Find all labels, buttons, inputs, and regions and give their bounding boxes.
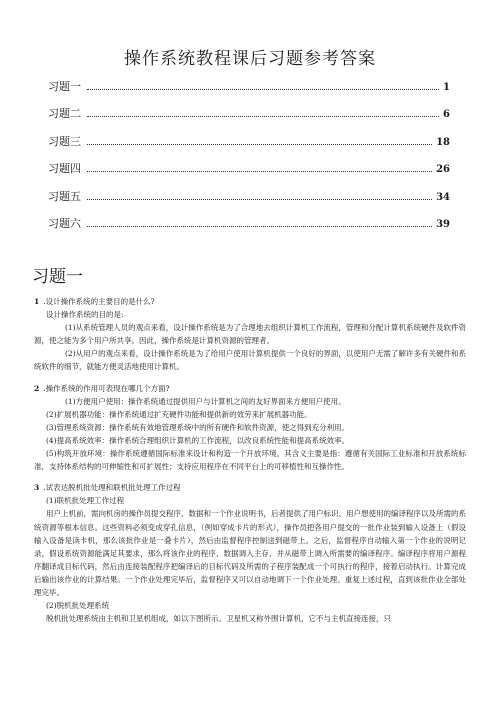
answer-paragraph: (1)从系统管理人员的观点来看，设计操作系统是为了合理地去组织计算机工作流程，管理和分配计算机系统硬件及软件资源，使之能为多个用户所共享。因此，操作系统是计算机资源的管理者。 bbox=[34, 323, 466, 346]
toc-entry[interactable] bbox=[48, 215, 450, 242]
toc-label: 习题六 bbox=[48, 216, 81, 230]
toc-entry[interactable] bbox=[48, 105, 450, 132]
answer-paragraph: (5)构筑开放环境：操作系统遵循国际标准来设计和构造一个开放环境。其含义主要是指：遵循有关国际工业标准和开放系统标准，支持体系结构的可伸缩性和可扩展性；支持应用程序在不同平台上的可移植性和互操作性。 bbox=[34, 449, 466, 472]
question-text: .操作系统的作用可表现在哪几个方面? bbox=[43, 383, 170, 393]
toc-label: 习题四 bbox=[48, 162, 81, 176]
toc-entry[interactable] bbox=[48, 160, 450, 187]
toc-label: 习题一 bbox=[48, 80, 81, 93]
toc-leader-dots bbox=[87, 226, 432, 227]
toc-leader-dots bbox=[87, 144, 432, 145]
question-number: 3 bbox=[34, 483, 40, 493]
answer-paragraph: (2)从用户的观点来看，设计操作系统是为了给用户使用计算机提供一个良好的界面，以使用户无需了解许多有关硬件和系统软件的细节，就能方便灵活地使用计算机。 bbox=[34, 349, 466, 372]
toc-page-number: 1 bbox=[443, 82, 450, 93]
answer-paragraph: 脱机批处理系统由主机和卫星机组成，如以下图所示。卫星机又称外围计算机，它不与主机直接连接，只 bbox=[46, 614, 391, 624]
answer-item: (1)方便用户使用：操作系统通过提供用户与计算机之间的友好界面来方便用户使用。 bbox=[65, 396, 346, 406]
answer-intro: 设计操作系统的目的是: bbox=[46, 310, 124, 320]
toc-leader-dots bbox=[87, 89, 439, 90]
answer-item: (3)管理系统资源：操作系统有效地管理系统中的所有硬件和软件资源，使之得到充分利用。 bbox=[46, 422, 350, 432]
question-3 bbox=[34, 481, 466, 494]
answer-subheading: (2)脱机批处理系统 bbox=[46, 601, 110, 611]
toc-page-number: 39 bbox=[436, 218, 450, 230]
toc-page-number: 26 bbox=[436, 164, 450, 176]
toc-leader-dots bbox=[87, 171, 432, 172]
question-number: 2 bbox=[34, 383, 40, 393]
question-2 bbox=[34, 382, 466, 395]
toc-page-number: 18 bbox=[436, 136, 450, 148]
toc-label: 习题五 bbox=[48, 189, 81, 203]
question-text: .试表达脱机批处理和联机批处理工作过程 bbox=[43, 483, 181, 493]
question-text: .设计操作系统的主要目的是什么? bbox=[43, 297, 155, 306]
answer-item: (4)提高系统效率：操作系统合理组织计算机的工作流程，以改良系统性能和提高系统效率。 bbox=[46, 435, 350, 445]
document-title: 操作系统教程课后习题参考答案 bbox=[124, 49, 376, 69]
toc-leader-dots bbox=[87, 116, 439, 117]
toc-leader-dots bbox=[87, 199, 432, 200]
table-of-contents bbox=[48, 78, 450, 242]
chapter-heading: 习题一 bbox=[32, 267, 83, 287]
toc-entry[interactable] bbox=[48, 133, 450, 160]
question-number: 1 bbox=[34, 297, 40, 306]
answer-item: (2)扩展机器功能：操作系统通过扩充硬件功能和提供新的效劳来扩展机器功能。 bbox=[46, 409, 312, 419]
toc-entry[interactable] bbox=[48, 188, 450, 215]
toc-page-number: 34 bbox=[436, 191, 450, 203]
answer-subheading: (1)联机批处理工作过程 bbox=[46, 496, 125, 506]
answer-paragraph: 用户上机前，需向机房的操作员提交程序、数据和一个作业说明书，后者提供了用户标识、用户想使用的编译程序以及所需的系统资源等根本信息。这些资料必须变成穿孔信息，（例如穿成卡片的形式），操作员把各用户提交的一批作业装到输入设备上（假设输入设备是读卡机，那么该批作业是一叠卡片），然后由监督程序控制送到磁带上。之后，监督程序自动输入第一个作业的说明记录，假设系统资源能满足其要求，那么将该作业的程序、数据调入主存，并从磁带上调入所需要的编译程序。编译程序将用户源程序翻译成目标代码，然后由连接装配程序把编译后的目标代码及所需的子程序装配成一个可执行的程序，接着启动执行。计算完成后输出该作业的计算结果。一个作业处理完毕后，监督程序又可以自动地调下一个作业处理。重复上述过程，直到该批作业全部处理完毕。 bbox=[34, 509, 466, 597]
toc-label: 习题二 bbox=[48, 107, 81, 121]
chapter-body bbox=[34, 295, 466, 625]
toc-page-number: 6 bbox=[443, 109, 450, 121]
toc-label: 习题三 bbox=[48, 134, 81, 148]
question-1 bbox=[34, 295, 466, 308]
toc-entry[interactable] bbox=[48, 78, 450, 105]
